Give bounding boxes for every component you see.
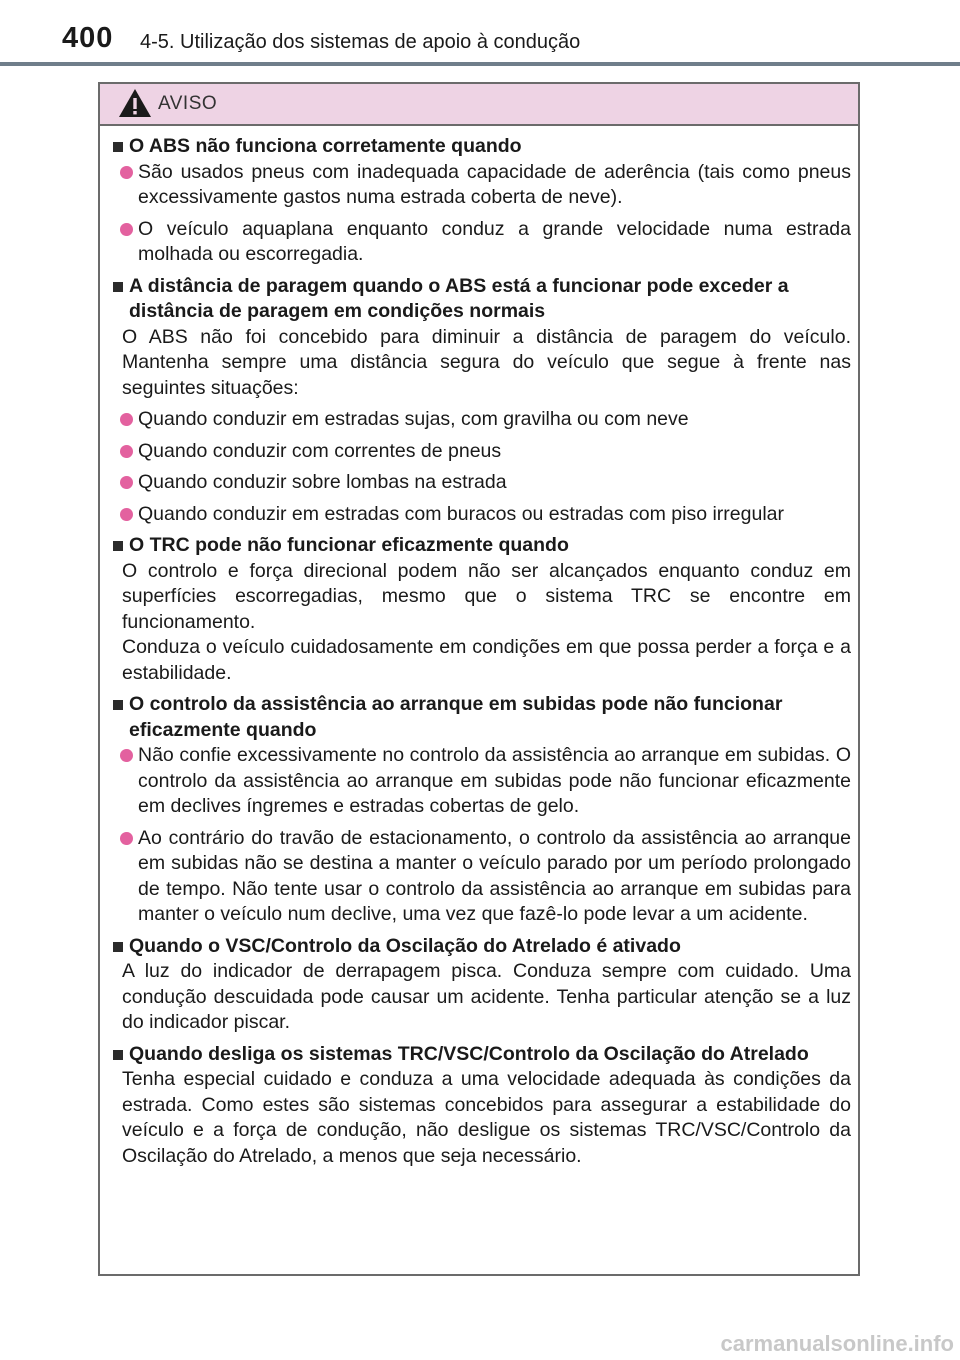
list-item: Quando conduzir em estradas sujas, com gravilha ou com neve (113, 407, 851, 433)
list-item: São usados pneus com inadequada capacidade de aderência (tais como pneus excessivamente gastos numa estrada coberta de neve). (113, 160, 851, 211)
warning-label: AVISO (158, 93, 218, 114)
warning-item-hill-start (113, 692, 851, 928)
list-item: Quando conduzir com correntes de pneus (113, 439, 851, 465)
watermark: carmanualsonline.info (720, 1331, 954, 1356)
warning-item-trc (113, 533, 851, 686)
page-number: 400 (62, 22, 114, 54)
list-item: O veículo aquaplana enquanto conduz a grande velocidade numa estrada molhada ou escorregadia. (113, 217, 851, 268)
square-bullet-icon (113, 541, 123, 551)
square-bullet-icon (113, 142, 123, 152)
square-bullet-icon (113, 282, 123, 292)
list-item: Não confie excessivamente no controlo da assistência ao arranque em subidas. O controlo da assistência ao arranque em subidas pode não funcionar eficazmente em declives íngremes e estradas cobertas de gelo. (113, 743, 851, 820)
item-heading: O controlo da assistência ao arranque em subidas pode não funcionar eficazmente quando (113, 692, 851, 743)
item-heading: A distância de paragem quando o ABS está a funcionar pode exceder a distância de paragem em condições normais (113, 274, 851, 325)
header-rule (0, 62, 960, 66)
warning-body (100, 126, 858, 1169)
dot-bullet-icon (120, 445, 133, 458)
warning-header (100, 84, 858, 126)
item-heading: Quando o VSC/Controlo da Oscilação do Atrelado é ativado (113, 934, 851, 960)
dot-bullet-icon (120, 832, 133, 845)
square-bullet-icon (113, 942, 123, 952)
warning-box (98, 82, 860, 1276)
item-paragraph: Tenha especial cuidado e conduza a uma velocidade adequada às condições da estrada. Como estes são sistemas concebidos para assegurar a estabilidade do veículo e a força de condução, não desligue os sistemas TRC/VSC/Controlo da Oscilação do Atrelado, a menos que seja necessário. (122, 1068, 851, 1167)
warning-triangle-icon (118, 88, 152, 118)
item-heading: O ABS não funciona corretamente quando (113, 134, 851, 160)
square-bullet-icon (113, 1050, 123, 1060)
section-title: 4-5. Utilização dos sistemas de apoio à condução (140, 31, 581, 53)
item-paragraph: O ABS não foi concebido para diminuir a distância de paragem do veículo. Mantenha sempre uma distância segura do veículo que segue à frente nas seguintes situações: (122, 325, 851, 399)
dot-bullet-icon (120, 413, 133, 426)
warning-item-systems-off (113, 1042, 851, 1170)
list-item: Quando conduzir sobre lombas na estrada (113, 470, 851, 496)
item-heading: O TRC pode não funcionar eficazmente quando (113, 533, 851, 559)
item-paragraph: O controlo e força direcional podem não ser alcançados enquanto conduz em superfícies escorregadias, mesmo que o sistema TRC se encontre em funcionamento. (122, 559, 851, 633)
item-heading: Quando desliga os sistemas TRC/VSC/Controlo da Oscilação do Atrelado (113, 1042, 851, 1068)
list-item: Quando conduzir em estradas com buracos ou estradas com piso irregular (113, 502, 851, 528)
page-header (0, 0, 960, 66)
dot-bullet-icon (120, 166, 133, 179)
list-item: Ao contrário do travão de estacionamento, o controlo da assistência ao arranque em subidas não se destina a manter o veículo parado por um período prolongado de tempo. Não tente usar o controlo da assistência ao arranque em subidas para manter o veículo num declive, uma vez que fazê-lo pode levar a um acidente. (113, 826, 851, 928)
dot-bullet-icon (120, 508, 133, 521)
warning-item-vsc-active (113, 934, 851, 1036)
square-bullet-icon (113, 700, 123, 710)
warning-item-abs-distance (113, 274, 851, 528)
dot-bullet-icon (120, 749, 133, 762)
dot-bullet-icon (120, 476, 133, 489)
item-paragraph: Conduza o veículo cuidadosamente em condições em que possa perder a força e a estabilidade. (122, 636, 851, 684)
dot-bullet-icon (120, 223, 133, 236)
item-paragraph: A luz do indicador de derrapagem pisca. Conduza sempre com cuidado. Uma condução descuidada pode causar um acidente. Tenha particular atenção se a luz do indicador piscar. (122, 960, 851, 1033)
warning-item-abs (113, 134, 851, 268)
